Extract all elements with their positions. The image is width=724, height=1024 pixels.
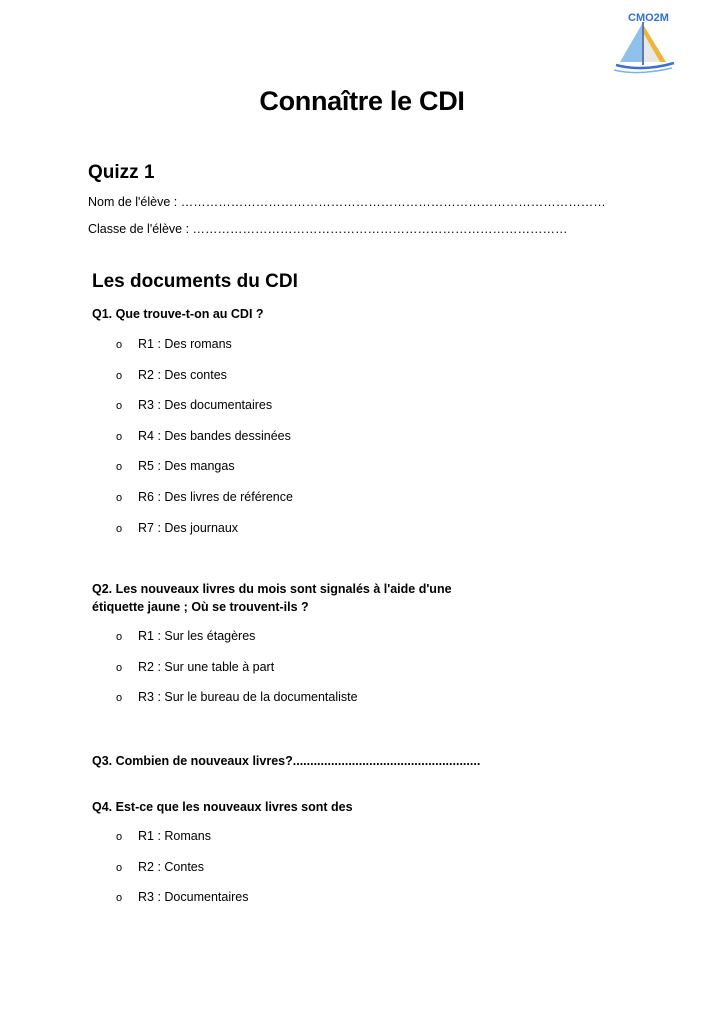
answer-label: R7 : Des journaux [138,521,239,535]
answer-label: R5 : Des mangas [138,459,235,473]
answer-label: R1 : Sur les étagères [138,629,256,643]
radio-bullet-icon: o [116,461,123,473]
answer-label: R4 : Des bandes dessinées [138,429,291,443]
quiz-heading: Quizz 1 [88,162,155,183]
student-name-field[interactable]: Nom de l'élève : ………………………………………………………………………………………… [88,195,606,209]
answer-label: R3 : Documentaires [138,890,249,904]
q1-answer-option[interactable] [116,398,272,412]
question-4: Q4. Est-ce que les nouveaux livres sont des [92,800,353,814]
q2-answer-option[interactable] [116,629,255,643]
svg-text:CMO2M: CMO2M [628,12,669,24]
answer-label: R3 : Des documentaires [138,398,273,412]
q4-answer-option[interactable] [116,860,204,874]
question-3[interactable]: Q3. Combien de nouveaux livres?...................................................... [92,754,481,768]
student-class-field[interactable]: Classe de l'élève : ……………………………………………………………………………… [88,222,568,236]
cmo2m-logo [608,10,678,74]
radio-bullet-icon: o [116,400,123,412]
radio-bullet-icon: o [116,339,123,351]
radio-bullet-icon: o [116,523,123,535]
question-1: Q1. Que trouve-t-on au CDI ? [92,307,264,321]
q1-answer-option[interactable] [116,490,293,504]
section-heading: Les documents du CDI [92,271,298,292]
radio-bullet-icon: o [116,662,123,674]
page-title: Connaître le CDI [259,86,465,116]
question-2-line-1: Q2. Les nouveaux livres du mois sont signalés à l'aide d'une [92,582,452,596]
answer-label: R2 : Des contes [138,368,227,382]
answer-label: R1 : Des romans [138,337,232,351]
answer-label: R1 : Romans [138,829,211,843]
q2-answer-option[interactable] [116,690,358,704]
radio-bullet-icon: o [116,631,123,643]
answer-label: R2 : Contes [138,860,205,874]
q1-answer-option[interactable] [116,368,227,382]
answer-label: R6 : Des livres de référence [138,490,293,504]
radio-bullet-icon: o [116,431,123,443]
sailboat-logo-icon [608,10,678,74]
q1-answer-option[interactable] [116,429,291,443]
radio-bullet-icon: o [116,692,123,704]
q1-answer-option[interactable] [116,459,235,473]
radio-bullet-icon: o [116,831,123,843]
answer-label: R3 : Sur le bureau de la documentaliste [138,690,358,704]
radio-bullet-icon: o [116,892,123,904]
q1-answer-option[interactable] [116,521,238,535]
q4-answer-option[interactable] [116,829,211,843]
radio-bullet-icon: o [116,370,123,382]
answer-label: R2 : Sur une table à part [138,660,275,674]
q4-answer-option[interactable] [116,890,248,904]
radio-bullet-icon: o [116,492,123,504]
q1-answer-option[interactable] [116,337,232,351]
question-2-line-2: étiquette jaune ; Où se trouvent-ils ? [92,600,309,614]
radio-bullet-icon: o [116,862,123,874]
q2-answer-option[interactable] [116,660,274,674]
